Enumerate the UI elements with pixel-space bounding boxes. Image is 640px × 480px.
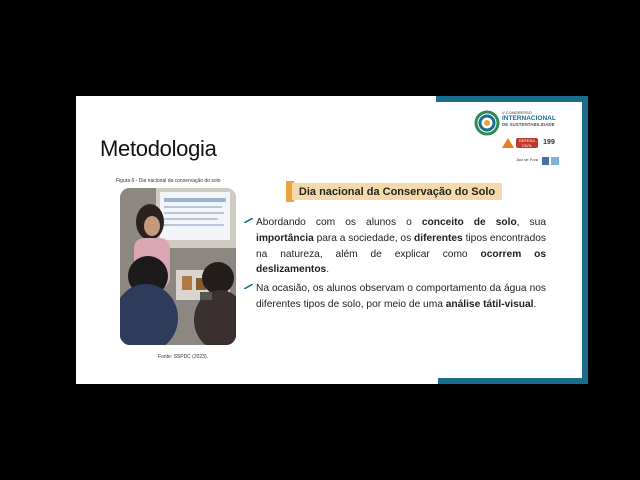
bullet-emphasis: análise tátil-visual	[445, 298, 534, 310]
bullet-item-2	[256, 281, 546, 313]
bullet-item-1	[256, 215, 546, 278]
bullet-segment: , sua	[516, 217, 546, 228]
emergency-number-badge: 199	[540, 138, 558, 148]
classroom-photo-illustration	[120, 188, 236, 345]
bullet-segment: tipos encontrados na natureza, além de explicar como	[256, 232, 546, 260]
bullet-segment: .	[533, 298, 537, 310]
bullet-text	[256, 217, 546, 275]
congress-name-line1: INTERNACIONAL	[502, 115, 556, 122]
congress-name-line2: DE SUSTENTABILIDADE	[502, 122, 555, 127]
bullet-segment: Abordando com os alunos o	[256, 217, 422, 228]
bullet-emphasis: ocorrem os deslizamentos	[256, 248, 547, 276]
figure-caption: Figura 6 - Dia nacional da conservação do solo	[116, 178, 221, 184]
bullet-text	[256, 283, 546, 310]
city-badge: Juiz de Fora	[515, 157, 538, 162]
banner-label: Dia nacional da Conservação do Solo	[298, 186, 496, 198]
figure-source: Fonte: SSPDC (2023).	[158, 354, 209, 360]
slide-title: Metodologia	[100, 136, 217, 161]
bullet-segment: para a sociedade, os	[313, 232, 415, 244]
congress-edition: V CONGRESSO	[502, 110, 532, 115]
congress-logo-text	[502, 110, 572, 127]
bullet-segment: .	[326, 264, 330, 276]
bullet-emphasis: conceito de solo	[421, 217, 517, 228]
bullet-emphasis: diferentes	[414, 232, 463, 244]
congress-logo-block	[472, 106, 582, 178]
presentation-slide	[76, 96, 588, 384]
topic-banner	[292, 181, 502, 203]
accent-bar-top	[436, 96, 588, 102]
classroom-photo	[120, 188, 236, 345]
defesa-civil-emblem-icon	[502, 138, 514, 148]
accent-bar-bottom	[438, 378, 588, 384]
pen-stroke-icon	[244, 218, 253, 223]
sustainability-congress-logo-icon	[474, 110, 500, 136]
bullet-segment: Na ocasião, os alunos observam o comportamento da água nos diferentes tipos de solo, por meio de uma	[256, 283, 546, 310]
pen-stroke-icon	[244, 284, 253, 289]
partner-logos-icon	[542, 156, 560, 166]
accent-bar-right	[582, 96, 588, 384]
bullet-emphasis: importância	[256, 232, 314, 244]
defesa-civil-badge: DEFESA CIVIL	[516, 138, 538, 148]
